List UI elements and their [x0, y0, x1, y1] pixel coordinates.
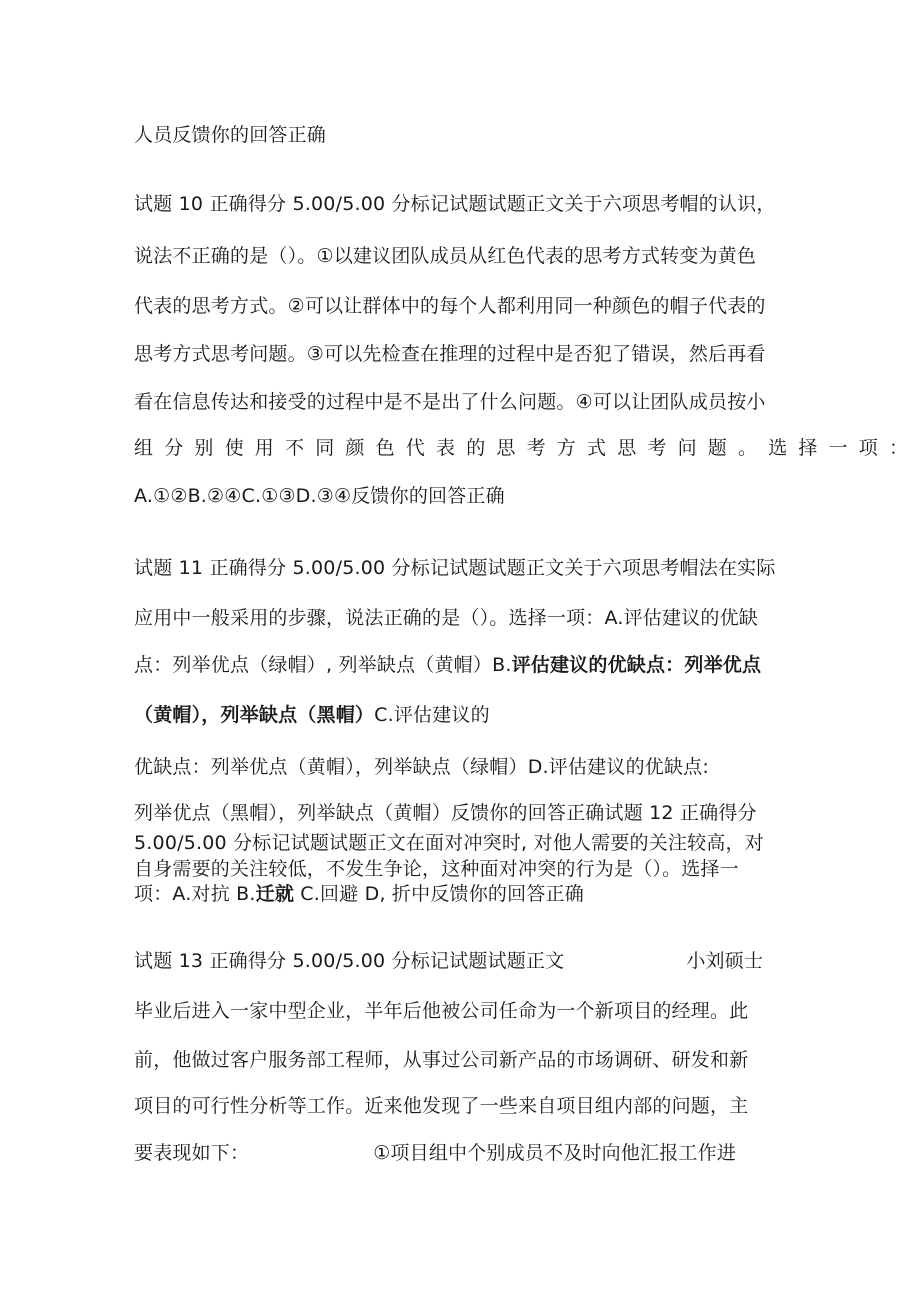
q10-line-2: 说法不正确的是（）。①以建议团队成员从红色代表的思考方式转变为黄色 — [134, 245, 757, 267]
q12-options-start: 项：A.对抗 B. — [134, 883, 256, 905]
q10-line-4: 思考方式思考问题。③可以先检查在推理的过程中是否犯了错误，然后再看 — [134, 343, 766, 365]
q13-line-1 — [134, 949, 763, 973]
q12-line-2: 5.00/5.00 分标记试题试题正文在面对冲突时, 对他人需要的关注较高，对 — [134, 832, 764, 854]
q11-line-5: 优缺点：列举优点（黄帽），列举缺点（绿帽）D.评估建议的优缺点: — [134, 756, 709, 778]
q13-header: 试题 13 正确得分 5.00/5.00 分标记试题试题正文 — [134, 950, 565, 972]
q10-line-6: 组分别使用不同颜色代表的思考方式思考问题。选择一项： — [134, 437, 920, 459]
q13-body-start: 小刘硕士 — [686, 950, 764, 972]
q11-line-1: 试题 11 正确得分 5.00/5.00 分标记试题试题正文关于六项思考帽法在实际 — [134, 557, 776, 579]
q10-line-3: 代表的思考方式。②可以让群体中的每个人都利用同一种颜色的帽子代表的 — [134, 295, 766, 317]
q12-line-4 — [134, 882, 584, 906]
q11-line-4 — [134, 703, 490, 727]
q10-options: A.①②B.②④C.①③D.③④反馈你的回答正确 — [134, 485, 505, 507]
q11-option-b-correct-cont: （黄帽），列举缺点（黑帽） — [134, 704, 375, 726]
q13-list-intro: 要表现如下： — [134, 1142, 250, 1164]
q13-line-3: 前，他做过客户服务部工程师，从事过公司新产品的市场调研、研发和新 — [134, 1049, 749, 1071]
q11-option-b-correct: 评估建议的优缺点：列举优点 — [511, 654, 762, 676]
q12-option-b-correct: 迁就 — [255, 883, 295, 905]
q10-line-5: 看在信息传达和接受的过程中是不是出了什么问题。④可以让团队成员按小 — [134, 391, 766, 413]
q12-line-3: 自身需要的关注较低，不发生争论，这种面对冲突的行为是（）。选择一 — [134, 858, 739, 880]
q11-line-3 — [134, 653, 761, 677]
q12-line-1: 列举优点（黑帽），列举缺点（黄帽）反馈你的回答正确试题 12 正确得分 — [134, 802, 757, 824]
q11-option-c-text: C.评估建议的 — [374, 704, 490, 726]
prev-feedback-line: 人员反馈你的回答正确 — [134, 124, 327, 146]
q13-line-4: 项目的可行性分析等工作。近来他发现了一些来自项目组内部的问题，主 — [134, 1095, 749, 1117]
q11-line-2: 应用中一般采用的步骤，说法正确的是（）。选择一项：A.评估建议的优缺 — [134, 607, 759, 629]
q13-list-item-1: ①项目组中个别成员不及时向他汇报工作进 — [373, 1142, 737, 1164]
q12-options-end: C.回避 D, 折中反馈你的回答正确 — [294, 883, 584, 905]
q13-line-2: 毕业后进入一家中型企业，半年后他被公司任命为一个新项目的经理。此 — [134, 1000, 749, 1022]
q13-line-5 — [134, 1141, 736, 1165]
q11-option-a-text: 点：列举优点（绿帽）, 列举缺点（黄帽）B. — [134, 654, 512, 676]
q10-line-1: 试题 10 正确得分 5.00/5.00 分标记试题试题正文关于六项思考帽的认识， — [134, 193, 776, 215]
